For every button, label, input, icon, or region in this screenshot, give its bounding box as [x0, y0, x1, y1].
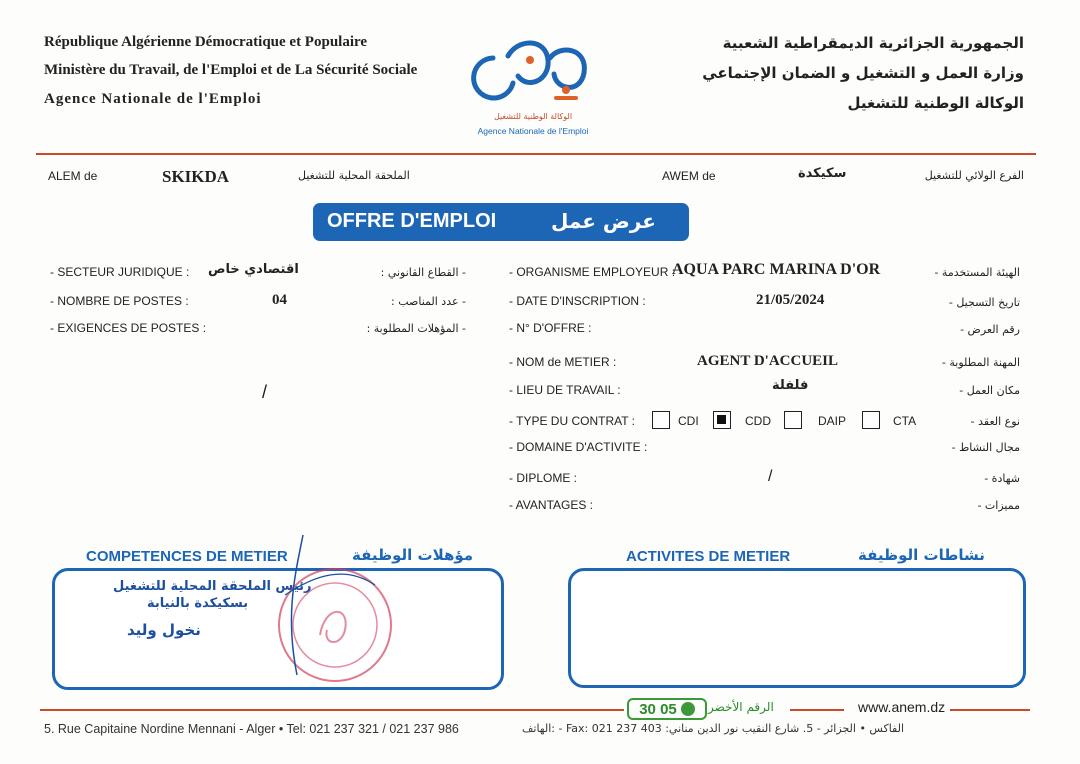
postes-label: - NOMBRE DE POSTES :: [50, 294, 189, 308]
diplome-label: - DIPLOME :: [509, 471, 578, 485]
alem-value: SKIKDA: [162, 167, 230, 186]
date-label-ar: تاريخ التسجيل -: [948, 296, 1020, 309]
header-fr-agency: Agence Nationale de l'Emploi: [44, 91, 262, 107]
exigences-value: /: [262, 382, 268, 402]
offre-label-ar: رقم العرض -: [960, 323, 1020, 336]
signature-subtitle: بسكيكدة بالنيابة: [147, 596, 249, 611]
green-number: 30 05: [639, 700, 677, 718]
activites-title-fr: ACTIVITES DE METIER: [626, 548, 791, 565]
banner-title-ar: عرض عمل: [551, 209, 656, 233]
green-number-label: الرقم الأخضر: [708, 700, 774, 714]
checkbox-daip[interactable]: [784, 411, 802, 429]
offre-label: - N° D'OFFRE :: [509, 321, 592, 335]
competences-title-ar: مؤهلات الوظيفة: [352, 546, 474, 564]
website-link[interactable]: www.anem.dz: [858, 699, 946, 715]
header-ar-republic: الجمهورية الجزائرية الديمقراطية الشعبية: [722, 34, 1024, 52]
anem-logo: [468, 28, 598, 140]
address-fr: 5. Rue Capitaine Nordine Mennani - Alger • Tel: 021 237 321 / 021 237 986: [44, 722, 459, 736]
organisme-label: - ORGANISME EMPLOYEUR :: [509, 265, 676, 279]
checkbox-cta[interactable]: [862, 411, 880, 429]
contrat-label: - TYPE DU CONTRAT :: [509, 414, 636, 428]
secteur-value: اقتصادي خاص: [208, 262, 299, 277]
header-fr-ministry: Ministère du Travail, de l'Emploi et de La Sécurité Sociale: [44, 62, 418, 78]
contrat-option-cdi: CDI: [678, 414, 699, 428]
contrat-option-cta: CTA: [893, 414, 917, 428]
address-ar: الهاتف: - Fax: 021 237 403 :الفاكس • الجزائر - 5. شارع النقيب نور الدين مناني: [522, 722, 905, 735]
contrat-option-daip: DAIP: [818, 414, 847, 428]
signature-title: رئيس الملحقة المحلية للتشغيل: [113, 579, 312, 594]
exigences-label-ar: - المؤهلات المطلوبة :: [366, 322, 466, 335]
anem-logo-icon: [468, 28, 598, 118]
diplome-label-ar: شهادة -: [984, 472, 1020, 485]
awem-label: AWEM de: [662, 169, 716, 183]
postes-value: 04: [272, 292, 287, 308]
postes-label-ar: - عدد المناصب :: [391, 295, 466, 308]
phone-icon: [681, 702, 695, 716]
activites-box: [568, 568, 1026, 688]
metier-value: AGENT D'ACCUEIL: [697, 353, 838, 369]
avantages-label: - AVANTAGES :: [509, 498, 594, 512]
awem-label-ar: الفرع الولائي للتشغيل: [924, 169, 1024, 182]
organisme-value: AQUA PARC MARINA D'OR: [672, 261, 881, 278]
secteur-label: - SECTEUR JURIDIQUE :: [50, 265, 190, 279]
organisme-label-ar: الهيئة المستخدمة -: [934, 266, 1020, 279]
secteur-label-ar: - القطاع القانوني :: [380, 266, 466, 279]
alem-label-ar: الملحقة المحلية للتشغيل: [298, 169, 410, 182]
banner-title-fr: OFFRE D'EMPLOI: [327, 210, 497, 232]
metier-label: - NOM de METIER :: [509, 355, 617, 369]
footer-divider-left: [40, 709, 624, 711]
date-label: - DATE D'INSCRIPTION :: [509, 294, 646, 308]
header-divider: [36, 153, 1036, 155]
header-fr-republic: République Algérienne Démocratique et Populaire: [44, 34, 368, 50]
lieu-value: فلفلة: [772, 378, 809, 393]
signature-name: نخول وليد: [127, 621, 201, 639]
metier-label-ar: المهنة المطلوبة -: [941, 356, 1020, 369]
green-number-badge: [627, 698, 707, 720]
logo-text-ar: الوكالة الوطنية للتشغيل: [493, 112, 573, 121]
domaine-label: - DOMAINE D'ACTIVITE :: [509, 440, 648, 454]
header-ar-agency: الوكالة الوطنية للتشغيل: [847, 94, 1024, 112]
awem-value: سكيكدة: [798, 166, 847, 181]
contrat-label-ar: نوع العقد -: [970, 415, 1020, 428]
avantages-label-ar: مميزات -: [977, 499, 1020, 512]
domaine-label-ar: مجال النشاط -: [951, 441, 1020, 454]
diplome-value: /: [768, 468, 773, 485]
header-ar-ministry: وزارة العمل و التشغيل و الضمان الإجتماعي: [702, 64, 1024, 82]
checkbox-cdd[interactable]: [713, 411, 731, 429]
offre-emploi-banner: [313, 203, 689, 241]
date-value: 21/05/2024: [756, 292, 825, 308]
lieu-label-ar: مكان العمل -: [959, 384, 1020, 397]
footer-divider-right: [950, 709, 1030, 711]
contrat-option-cdd: CDD: [745, 414, 771, 428]
checkbox-cdi[interactable]: [652, 411, 670, 429]
alem-label: ALEM de: [48, 169, 98, 183]
exigences-label: - EXIGENCES DE POSTES :: [50, 321, 207, 335]
activites-title-ar: نشاطات الوظيفة: [858, 546, 985, 564]
official-stamp-icon: [225, 535, 405, 685]
lieu-label: - LIEU DE TRAVAIL :: [509, 383, 621, 397]
competences-title-fr: COMPETENCES DE METIER: [86, 548, 288, 565]
competences-box: [52, 568, 504, 690]
footer-divider-mid: [790, 709, 844, 711]
logo-text-fr: Agence Nationale de l'Emploi: [477, 126, 589, 136]
